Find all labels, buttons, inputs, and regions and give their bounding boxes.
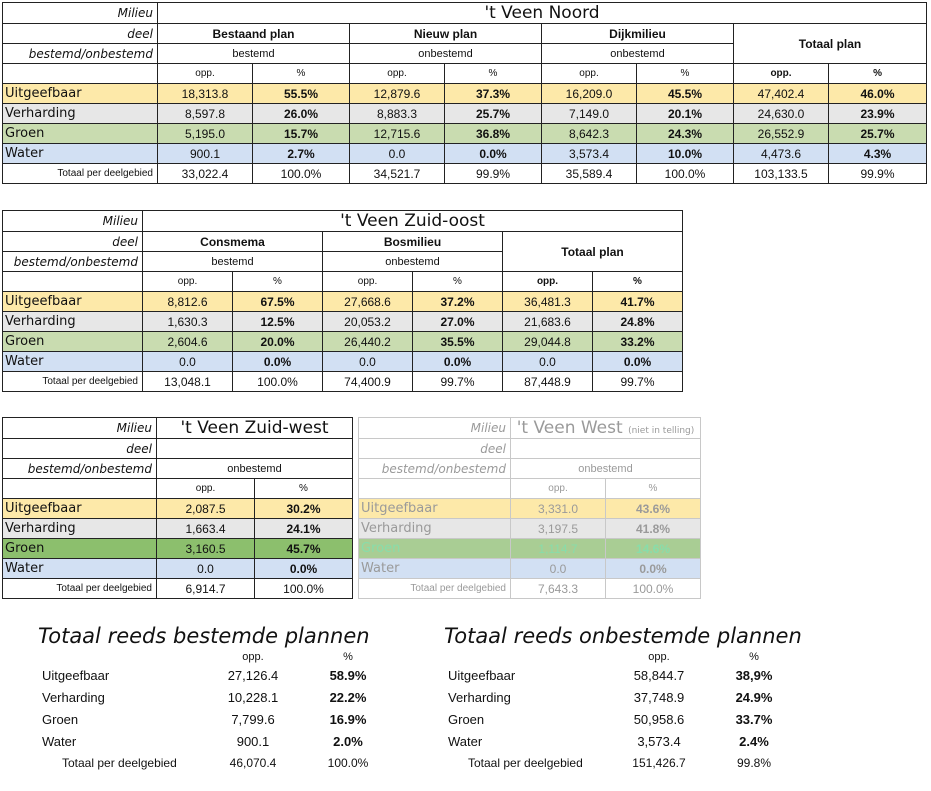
table-title: 't Veen Zuid-west — [157, 418, 353, 439]
table-title: 't Veen West (niet in telling) — [511, 418, 701, 439]
table-veen-noord — [2, 2, 927, 184]
table-row: Verharding 8,597.8 26.0% 8,883.3 25.7% 7,149.0 20.1% 24,630.0 23.9% — [3, 104, 927, 124]
summary-title: Totaal reeds bestemde plannen — [38, 624, 370, 648]
table-row: Verharding 3,197.5 41.8% — [359, 519, 701, 539]
col-header-pct: % — [606, 479, 701, 499]
section-header: Consmema — [143, 232, 323, 252]
table-row: Groen 1,114.7 14.6% — [359, 539, 701, 559]
table-row: Verharding 1,630.3 12.5% 20,053.2 27.0% 21,683.6 24.8% — [3, 312, 683, 332]
table-row: Uitgeefbaar 3,331.0 43.6% — [359, 499, 701, 519]
summary-bestemd — [38, 624, 388, 774]
summary-title: Totaal reeds onbestemde plannen — [444, 624, 802, 648]
summary-table — [38, 650, 388, 774]
table-veen-zuidoost — [2, 210, 683, 392]
milieu-label: Milieu — [359, 418, 511, 439]
table-row: Uitgeefbaar 2,087.5 30.2% — [3, 499, 353, 519]
summary-table — [444, 650, 794, 774]
summary-row: Groen 7,799.6 16.9% — [42, 711, 367, 727]
section-header: Bestaand plan — [158, 24, 350, 44]
col-header-opp: opp. — [242, 651, 264, 663]
table-row: Uitgeefbaar 8,812.6 67.5% 27,668.6 37.2% 36,481.3 41.7% — [3, 292, 683, 312]
status-label: onbestemd — [542, 44, 734, 64]
milieu-label: Milieu — [3, 3, 158, 24]
col-header-opp: opp. — [511, 479, 606, 499]
table-title: 't Veen Zuid-oost — [143, 211, 683, 232]
col-header-pct: % — [749, 651, 759, 663]
col-header-opp: opp. — [648, 651, 670, 663]
table-row: Water 900.1 2.7% 0.0 0.0% 3,573.4 10.0% 4,473.6 4.3% — [3, 144, 927, 164]
table-row: Water 0.0 0.0% — [359, 559, 701, 579]
table-title: 't Veen Noord — [158, 3, 927, 24]
summary-onbestemd — [444, 624, 802, 774]
col-header-opp: opp. — [157, 479, 255, 499]
section-header: Dijkmilieu — [542, 24, 734, 44]
totaal-plan-header: Totaal plan — [503, 232, 683, 272]
total-row: Totaal per deelgebied 6,914.7 100.0% — [3, 579, 353, 599]
col-header-pct: % — [829, 64, 927, 84]
status-label: onbestemd — [157, 459, 353, 479]
bestemd-onbestemd-label: bestemd/onbestemd — [3, 459, 157, 479]
summary-row: Verharding 10,228.1 22.2% — [42, 689, 367, 705]
col-header-pct: % — [413, 272, 503, 292]
bestemd-onbestemd-label: bestemd/onbestemd — [3, 252, 143, 272]
table-veen-west — [358, 417, 701, 599]
summary-row: Water 3,573.4 2.4% — [448, 733, 769, 749]
col-header-opp: opp. — [323, 272, 413, 292]
deel-label: deel — [3, 232, 143, 252]
status-label: bestemd — [158, 44, 350, 64]
summary-total-row: Totaal per deelgebied 46,070.4 100.0% — [62, 756, 369, 770]
note-label: (niet in telling) — [628, 426, 695, 436]
col-header-pct: % — [343, 651, 353, 663]
total-row: Totaal per deelgebied 13,048.1 100.0% 74,400.9 99.7% 87,448.9 99.7% — [3, 372, 683, 392]
status-label: onbestemd — [350, 44, 542, 64]
summary-row: Verharding 37,748.9 24.9% — [448, 689, 773, 705]
summary-total-row: Totaal per deelgebied 151,426.7 99.8% — [468, 756, 772, 770]
table-row: Groen 3,160.5 45.7% — [3, 539, 353, 559]
deel-label: deel — [3, 439, 157, 459]
col-header-pct: % — [233, 272, 323, 292]
table-row: Water 0.0 0.0% — [3, 559, 353, 579]
table-row: Groen 5,195.0 15.7% 12,715.6 36.8% 8,642.3 24.3% 26,552.9 25.7% — [3, 124, 927, 144]
status-label: onbestemd — [323, 252, 503, 272]
table-row: Verharding 1,663.4 24.1% — [3, 519, 353, 539]
milieu-label: Milieu — [3, 211, 143, 232]
status-label: onbestemd — [511, 459, 701, 479]
deel-label: deel — [3, 24, 158, 44]
col-header-pct: % — [593, 272, 683, 292]
totaal-plan-header: Totaal plan — [734, 24, 927, 64]
total-row: Totaal per deelgebied 33,022.4 100.0% 34,521.7 99.9% 35,589.4 100.0% 103,133.5 99.9% — [3, 164, 927, 184]
section-header: Nieuw plan — [350, 24, 542, 44]
milieu-label: Milieu — [3, 418, 157, 439]
bestemd-onbestemd-label: bestemd/onbestemd — [359, 459, 511, 479]
summary-row: Water 900.1 2.0% — [42, 733, 363, 749]
bestemd-onbestemd-label: bestemd/onbestemd — [3, 44, 158, 64]
col-header-opp: opp. — [734, 64, 829, 84]
table-row: Groen 2,604.6 20.0% 26,440.2 35.5% 29,044.8 33.2% — [3, 332, 683, 352]
table-row: Water 0.0 0.0% 0.0 0.0% 0.0 0.0% — [3, 352, 683, 372]
col-header-pct: % — [445, 64, 542, 84]
col-header-pct: % — [255, 479, 353, 499]
summary-row: Uitgeefbaar 58,844.7 38,9% — [448, 667, 773, 683]
col-header-opp: opp. — [542, 64, 637, 84]
table-row: Uitgeefbaar 18,313.8 55.5% 12,879.6 37.3% 16,209.0 45.5% 47,402.4 46.0% — [3, 84, 927, 104]
col-header-opp: opp. — [158, 64, 253, 84]
col-header-opp: opp. — [350, 64, 445, 84]
deel-label: deel — [359, 439, 511, 459]
col-header-pct: % — [253, 64, 350, 84]
total-row: Totaal per deelgebied 7,643.3 100.0% — [359, 579, 701, 599]
table-veen-zuidwest — [2, 417, 353, 599]
col-header-opp: opp. — [143, 272, 233, 292]
summary-row: Groen 50,958.6 33.7% — [448, 711, 773, 727]
col-header-opp: opp. — [503, 272, 593, 292]
section-header: Bosmilieu — [323, 232, 503, 252]
summary-row: Uitgeefbaar 27,126.4 58.9% — [42, 667, 367, 683]
col-header-pct: % — [637, 64, 734, 84]
status-label: bestemd — [143, 252, 323, 272]
